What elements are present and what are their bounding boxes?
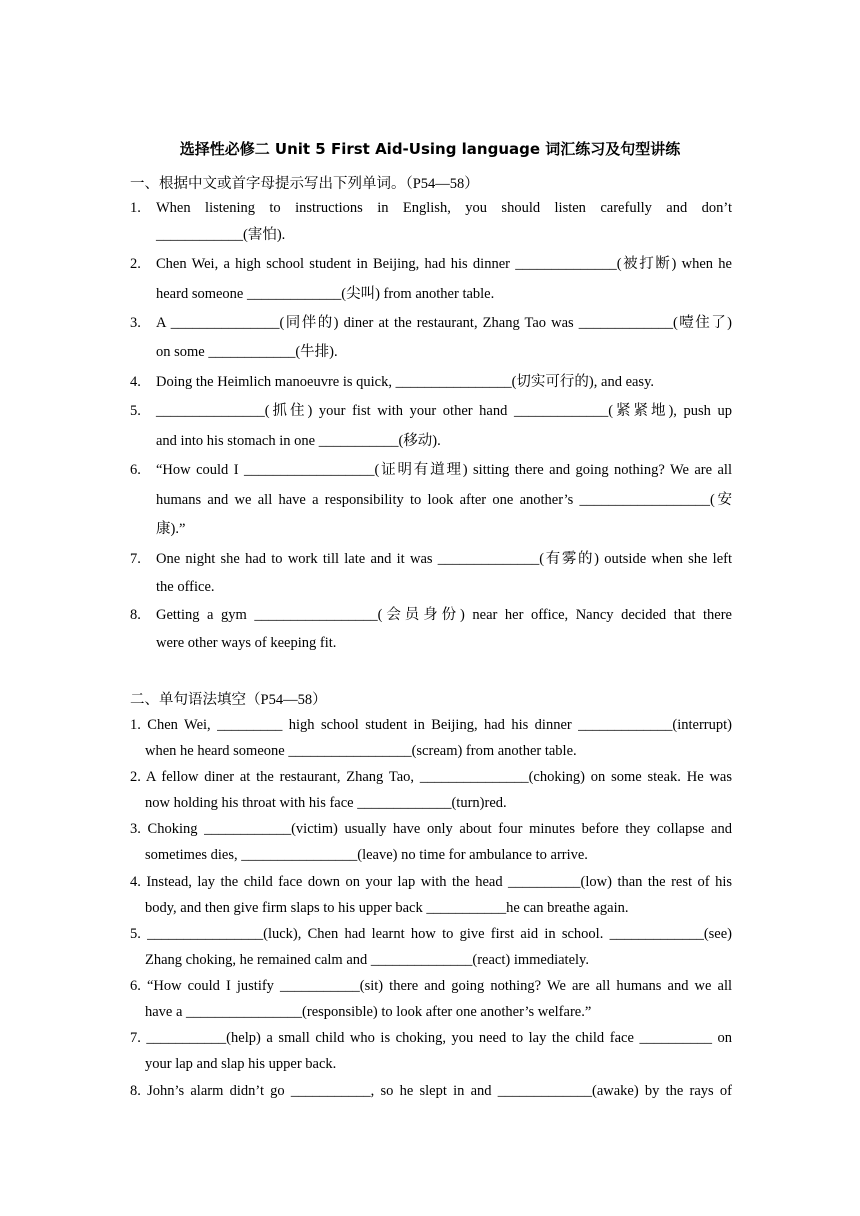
item-number: 8.	[130, 607, 141, 623]
item-number: 1.	[130, 200, 141, 216]
section2-item-2-line: 2. A fellow diner at the restaurant, Zhang Tao, _______________(choking) on some steak. He was	[130, 769, 732, 785]
item-number: 7.	[130, 551, 141, 567]
section1-item-3-line	[130, 341, 732, 363]
section1-heading: 一、根据中文或首字母提示写出下列单词。（P54—58）	[130, 176, 479, 192]
item-text: One night she had to work till late and it was ______________(有雾的) outside when she left	[156, 551, 732, 567]
item-text: ____________(害怕).	[156, 227, 286, 243]
section2-item-2-line: now holding his throat with his face _____________(turn)red.	[145, 795, 507, 811]
section2-item-4-line: body, and then give firm slaps to his upper back ___________he can breathe again.	[145, 900, 629, 916]
section2-item-1-line: when he heard someone _________________(scream) from another table.	[145, 743, 577, 759]
section2-item-6-line: 6. “How could I justify ___________(sit) there and going nothing? We are all humans and we all	[130, 978, 732, 994]
section2-item-7-line: 7. ___________(help) a small child who is choking, you need to lay the child face __________ on	[130, 1030, 732, 1046]
section1-item-8-line	[130, 604, 732, 626]
section1-item-6-line	[130, 518, 732, 540]
item-text: were other ways of keeping fit.	[156, 635, 337, 651]
section1-item-3-line	[130, 312, 732, 334]
section1-item-2-line	[130, 253, 732, 275]
item-text: When listening to instructions in English, you should listen carefully and don’t	[156, 200, 732, 216]
item-number: 4.	[130, 374, 141, 390]
section2-item-8-line: 8. John’s alarm didn’t go ___________, so he slept in and _____________(awake) by the rays of	[130, 1083, 732, 1099]
item-text: _______________(抓住) your fist with your other hand _____________(紧紧地), push up	[156, 403, 732, 419]
item-text: and into his stomach in one ___________(移动).	[156, 433, 441, 449]
section2-item-7-line: your lap and slap his upper back.	[145, 1056, 337, 1072]
item-number: 3.	[130, 315, 141, 331]
item-number: 2.	[130, 256, 141, 272]
document-title: 选择性必修二 Unit 5 First Aid-Using language 词汇练习及句型讲练	[179, 140, 681, 158]
item-text: Doing the Heimlich manoeuvre is quick, ________________(切实可行的), and easy.	[156, 374, 655, 390]
section1-item-6-line	[130, 489, 732, 511]
section1-item-7-line	[130, 576, 732, 598]
item-text: A _______________(同伴的) diner at the restaurant, Zhang Tao was _____________(噎住了)	[156, 315, 732, 331]
section1-item-1-line	[130, 197, 732, 219]
section1-item-4-line	[130, 371, 732, 393]
section1-item-5-line	[130, 400, 732, 422]
item-text: 康).”	[156, 521, 186, 537]
section1-item-6-line	[130, 459, 732, 481]
item-text: humans and we all have a responsibility to look after one another’s __________________(安	[156, 492, 732, 508]
item-number: 5.	[130, 403, 141, 419]
section1-item-8-line	[130, 632, 732, 654]
section2-item-3-line: 3. Choking ____________(victim) usually have only about four minutes before they collapse and	[130, 821, 732, 837]
section1-item-5-line	[130, 430, 732, 452]
item-number: 6.	[130, 462, 141, 478]
section2-heading: 二、单句语法填空（P54—58）	[130, 692, 327, 708]
section1-item-2-line	[130, 283, 732, 305]
section2-item-5-line: Zhang choking, he remained calm and ______________(react) immediately.	[145, 952, 589, 968]
item-text: Chen Wei, a high school student in Beijing, had his dinner ______________(被打断) when he	[156, 256, 732, 272]
item-text: Getting a gym _________________(会员身份) near her office, Nancy decided that there	[156, 607, 732, 623]
section2-item-6-line: have a ________________(responsible) to look after one another’s welfare.”	[145, 1004, 592, 1020]
item-text: the office.	[156, 579, 215, 595]
item-text: “How could I __________________(证明有道理) sitting there and going nothing? We are all	[156, 462, 732, 478]
section2-item-5-line: 5. ________________(luck), Chen had learnt how to give first aid in school. _____________(see)	[130, 926, 732, 942]
item-text: heard someone _____________(尖叫) from another table.	[156, 286, 495, 302]
section2-item-3-line: sometimes dies, ________________(leave) no time for ambulance to arrive.	[145, 847, 588, 863]
section2-item-4-line: 4. Instead, lay the child face down on your lap with the head __________(low) than the rest of his	[130, 874, 732, 890]
section1-item-1-line	[130, 224, 732, 246]
item-text: on some ____________(牛排).	[156, 344, 338, 360]
section1-item-7-line	[130, 548, 732, 570]
section2-item-1-line: 1. Chen Wei, _________ high school student in Beijing, had his dinner _____________(interrupt)	[130, 717, 732, 733]
